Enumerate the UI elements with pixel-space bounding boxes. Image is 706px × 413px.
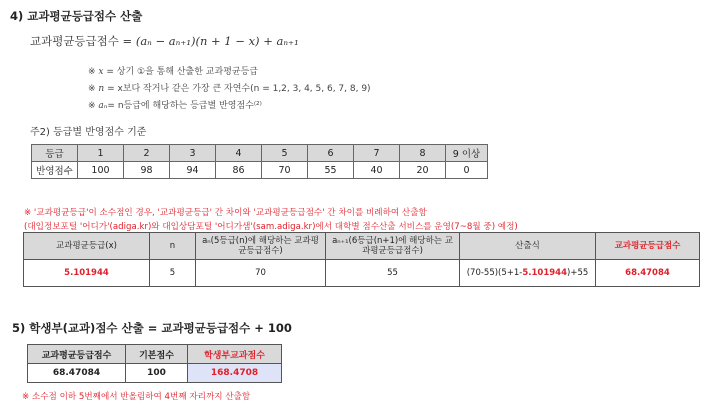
note-x: ※ x = 상기 ①을 통해 산출한 교과평균등급 (88, 67, 258, 77)
calc-header-row (24, 233, 700, 260)
grade-value-cell: 40 (354, 162, 400, 179)
grade-header-cell: 7 (354, 145, 400, 162)
calc-header-an1: aₙ₊₁(6등급(n+1)에 해당하는 교과평균등급점수) (326, 233, 460, 260)
grade-value-cell: 86 (216, 162, 262, 179)
grade-header-cell: 9 이상 (446, 145, 488, 162)
note-an: ※ aₙ= n등급에 해당하는 등급별 반영점수⁽²⁾ (88, 101, 262, 111)
grade-value-cell: 55 (308, 162, 354, 179)
std-value-cell: 168.4708 (188, 364, 282, 383)
proportional-note: ※ '교과평균등급'이 소수점인 경우, '교과평균등급' 간 차이와 '교과평균등급점수' 간 차이를 비례하여 산출함 (24, 208, 427, 218)
calc-formula-value: (70-55)(5+1-5.101944)+55 (460, 260, 596, 287)
service-note: (대입정보포털 '어디가'(adiga.kr)와 대입상담포털 '어디가샘'(sam.adiga.kr)에서 대학별 점수산출 서비스를 운영(7~8월 중) 예정) (24, 222, 518, 232)
grade-value-cell: 100 (78, 162, 124, 179)
rounding-note: ※ 소수점 이하 5번째에서 반올림하여 4번째 자리까지 산출함 (22, 392, 251, 402)
calc-header-an: aₙ(5등급(n)에 해당하는 교과평균등급점수) (196, 233, 326, 260)
calc-value-row (24, 260, 700, 287)
calc-an1-value: 55 (326, 260, 460, 287)
formula-lhs: 교과평균등급점수 = (30, 34, 136, 48)
section-5-title: 5) 학생부(교과)점수 산출 = 교과평균등급점수 + 100 (12, 321, 292, 335)
grade-header-cell: 2 (124, 145, 170, 162)
calc-score-value: 68.47084 (596, 260, 700, 287)
grade-header-cell: 8 (400, 145, 446, 162)
grade-value-cell: 94 (170, 162, 216, 179)
calc-header-n: n (150, 233, 196, 260)
calc-header-formula: 산출식 (460, 233, 596, 260)
grade-header-cell: 5 (262, 145, 308, 162)
grade-value-cell: 반영점수 (32, 162, 78, 179)
grade-header-row (32, 145, 488, 162)
grade-value-cell: 0 (446, 162, 488, 179)
calc-n-value: 5 (150, 260, 196, 287)
calculation-table (23, 232, 700, 287)
calc-x-value: 5.101944 (24, 260, 150, 287)
grade-header-cell: 1 (78, 145, 124, 162)
grade-header-cell: 등급 (32, 145, 78, 162)
std-value-row (28, 364, 282, 383)
calc-an-value: 70 (196, 260, 326, 287)
grade-value-cell: 98 (124, 162, 170, 179)
std-header-cell: 교과평균등급점수 (28, 345, 126, 364)
grade-header-cell: 4 (216, 145, 262, 162)
calc-header-score: 교과평균등급점수 (596, 233, 700, 260)
std-value-cell: 68.47084 (28, 364, 126, 383)
grade-header-cell: 6 (308, 145, 354, 162)
note-n: ※ n = x보다 작거나 같은 가장 큰 자연수(n = 1,2, 3, 4, 5, 6, 7, 8, 9) (88, 84, 371, 94)
grade-score-table (31, 144, 488, 179)
grade-value-cell: 70 (262, 162, 308, 179)
grade-value-row (32, 162, 488, 179)
formula-rhs: (aₙ − aₙ₊₁)(n + 1 − x) + aₙ₊₁ (135, 34, 299, 48)
calc-header-x: 교과평균등급(x) (24, 233, 150, 260)
std-header-cell: 기본점수 (126, 345, 188, 364)
student-record-table (27, 344, 282, 383)
std-header-cell: 학생부교과점수 (188, 345, 282, 364)
grade-header-cell: 3 (170, 145, 216, 162)
grade-value-cell: 20 (400, 162, 446, 179)
std-value-cell: 100 (126, 364, 188, 383)
std-header-row (28, 345, 282, 364)
formula (30, 33, 299, 49)
section-4-title: 4) 교과평균등급점수 산출 (10, 9, 143, 23)
grade-table-title: 주2) 등급별 반영점수 기준 (30, 127, 147, 138)
